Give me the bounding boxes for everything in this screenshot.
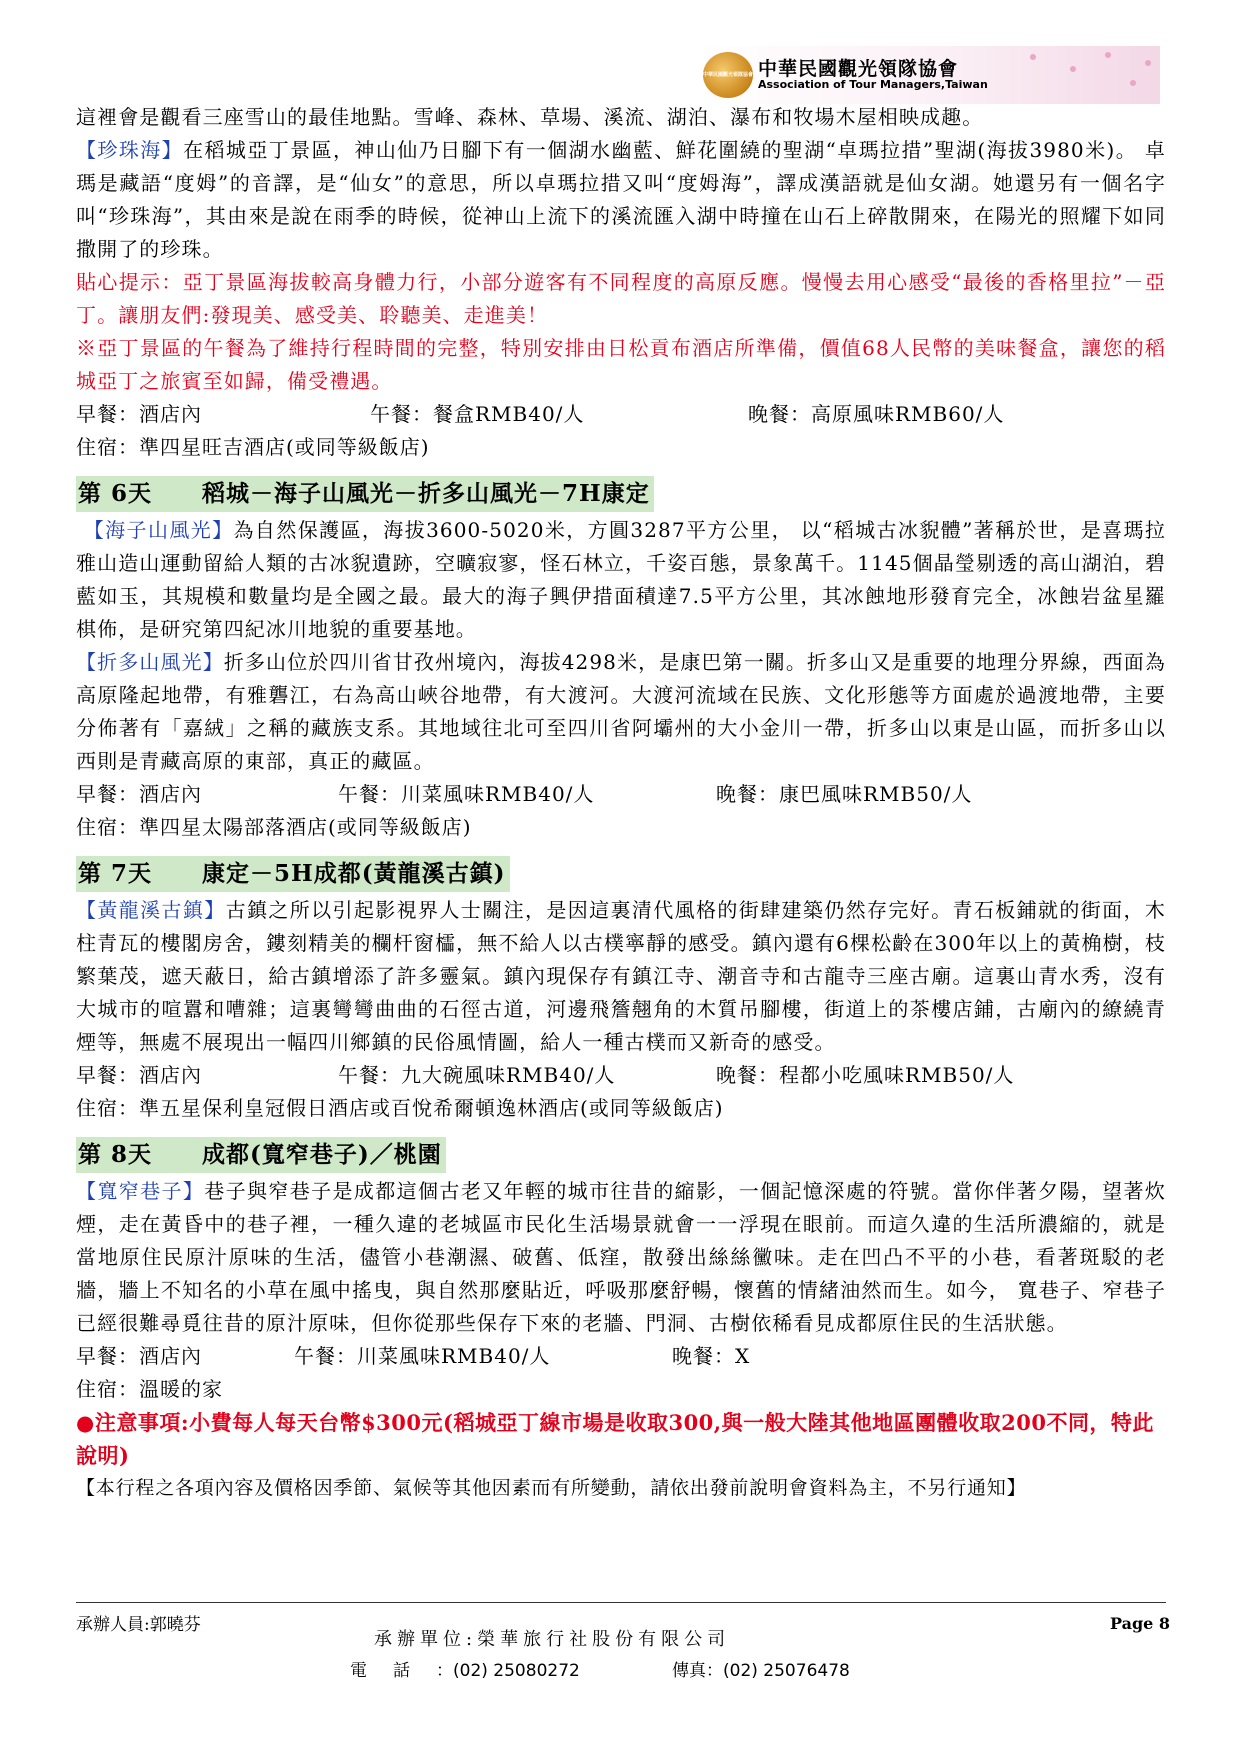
meals-row [76, 1059, 1166, 1092]
kuanzhai-tag: 【寬窄巷子】 [76, 1179, 205, 1203]
day-number: 第 7天 [78, 860, 153, 887]
day-title: 成都(寬窄巷子)／桃園 [202, 1141, 442, 1168]
accommodation: 住宿：溫暖的家 [76, 1377, 223, 1401]
association-logo [700, 46, 1160, 104]
breakfast: 早餐：酒店內 [76, 1344, 202, 1368]
breakfast: 早餐：酒店內 [76, 402, 202, 426]
lunch: 午餐：餐盒RMB40/人 [370, 402, 585, 426]
blossom-icon [1030, 54, 1036, 60]
accommodation: 住宿：準四星旺吉酒店(或同等級飯店) [76, 435, 430, 459]
day-header [76, 1137, 446, 1173]
footer-staff: 承辦人員:郭曉芬 [76, 1615, 201, 1635]
lunch-note: ※亞丁景區的午餐為了維持行程時間的完整，特別安排由日松貢布酒店所準備，價值68人民幣的美味餐盒，讓您的稻城亞丁之旅賓至如歸，備受禮遇。 [76, 336, 1166, 393]
itinerary-content [76, 101, 1166, 1505]
breakfast: 早餐：酒店內 [76, 782, 202, 806]
footer-phone-number: ：(02) 25080272 [436, 1661, 580, 1681]
accommodation: 住宿：準五星保利皇冠假日酒店或百悅希爾頓逸林酒店(或同等級飯店) [76, 1096, 724, 1120]
blossom-icon [1070, 66, 1076, 72]
haizi-text: 為自然保護區，海拔3600-5020米，方圓3287平方公里， 以“稻城古冰貎體”著稱於世，是喜瑪拉雅山造山運動留給人類的古冰貎遺跡，空曠寂寥，怪石林立，千姿百態，景象萬千。1145個晶瑩剔透的高山湖泊，碧藍如玉，其規模和數量均是全國之最。最大的海子興伊措面積達7.5平方公里，其冰蝕地形發育完全，冰蝕岩盆星羅棋佈，是研究第四紀冰川地貌的重要基地。 [76, 518, 1166, 641]
dinner: 晚餐：高原風味RMB60/人 [748, 402, 1005, 426]
dinner: 晚餐：康巴風味RMB50/人 [716, 782, 973, 806]
emblem-text: 中華民國觀光領隊協會 [703, 72, 754, 78]
blossom-icon [1105, 52, 1111, 58]
zheduo-tag: 【折多山風光】 [76, 650, 224, 674]
breakfast: 早餐：酒店內 [76, 1063, 202, 1087]
lunch: 午餐：川菜風味RMB40/人 [294, 1344, 551, 1368]
huanglongxi-text: 古鎮之所以引起影視界人士關注，是因這裏清代風格的街肆建築仍然存完好。青石板鋪就的街面，木柱青瓦的樓閣房舍，鏤刻精美的欄杆窗櫺，無不給人以古樸寧靜的感受。鎮內還有6棵松齡在300年以上的黃桷樹，枝繁葉茂，遮天蔽日，給古鎮增添了許多靈氣。鎮內現保存有鎮江寺、潮音寺和古龍寺三座古廟。這裏山青水秀，沒有大城市的喧囂和嘈雜；這裏彎彎曲曲的石徑古道，河邊飛簷翹角的木質吊腳樓，街道上的茶樓店鋪，古廟內的繚繞青煙等，無處不展現出一幅四川鄉鎮的民俗風情圖，給人一種古樸而又新奇的感受。 [76, 898, 1167, 1054]
haizi-paragraph [76, 514, 1166, 646]
lunch: 午餐：川菜風味RMB40/人 [338, 782, 595, 806]
meals-row [76, 1340, 1166, 1373]
footer-phone [350, 1656, 580, 1681]
dinner: 晚餐：X [672, 1344, 751, 1368]
day-number: 第 6天 [78, 480, 153, 507]
huanglongxi-paragraph [76, 894, 1166, 1059]
pearl-sea-tag: 【珍珠海】 [76, 138, 184, 162]
footer-divider [76, 1602, 1166, 1603]
tipping-notice: ●注意事項:小費每人每天台幣$300元(稻城亞丁線市場是收取300,與一般大陸其他地區團體收取200不同，特此說明) [76, 1410, 1154, 1468]
zheduo-text: 折多山位於四川省甘孜州境內，海拔4298米，是康巴第一關。折多山又是重要的地理分界線，西面為高原隆起地帶，有雅礱江，右為高山峽谷地帶，有大渡河。大渡河流域在民族、文化形態等方面處於過渡地帶，主要分佈著有「嘉絨」之稱的藏族支系。其地域往北可至四川省阿壩州的大小金川一帶，折多山以東是山區，而折多山以西則是青藏高原的東部，真正的藏區。 [76, 650, 1167, 773]
dinner: 晚餐：程都小吃風味RMB50/人 [716, 1063, 1015, 1087]
pearl-sea-paragraph [76, 134, 1166, 266]
pearl-sea-text: 在稻城亞丁景區，神山仙乃日腳下有一個湖水幽藍、鮮花圍繞的聖湖“卓瑪拉措”聖湖(海拔3980米)。 卓瑪是藏語“度姆”的音譯，是“仙女”的意思，所以卓瑪拉措又叫“度姆海”，譯成漢語就是仙女湖。她還另有一個名字叫“珍珠海”，其由來是說在雨季的時候，從神山上流下的溪流匯入湖中時撞在山石上碎散開來，在陽光的照耀下如同撒開了的珍珠。 [76, 138, 1167, 261]
meals-row [76, 778, 1166, 811]
day-title: 稻城－海子山風光－折多山風光－7H康定 [202, 480, 650, 507]
org-name-en: Association of Tour Managers,Taiwan [758, 78, 988, 91]
day-title: 康定－5H成都(黃龍溪古鎮) [202, 860, 506, 887]
meals-row [76, 398, 1166, 431]
page-number: Page 8 [1110, 1614, 1171, 1633]
blossom-icon [1130, 80, 1136, 86]
intro-line: 這裡會是觀看三座雪山的最佳地點。雪峰、森林、草場、溪流、湖泊、瀑布和牧場木屋相映成趣。 [76, 105, 984, 129]
zheduo-paragraph [76, 646, 1166, 778]
travel-tip: 貼心提示：亞丁景區海拔較高身體力行，小部分遊客有不同程度的高原反應。慢慢去用心感受“最後的香格里拉”－亞丁。讓朋友們:發現美、感受美、聆聽美、走進美！ [76, 270, 1166, 327]
lunch: 午餐：九大碗風味RMB40/人 [338, 1063, 616, 1087]
footer-fax: 傳真：(02) 25076478 [672, 1661, 850, 1681]
footer-phone-label: 電話 [350, 1661, 436, 1681]
day-header [76, 856, 510, 892]
closing-disclaimer: 【本行程之各項內容及價格因季節、氣候等其他因素而有所變動，請依出發前說明會資料為主，不另行通知】 [76, 1477, 1027, 1499]
footer-company: 承辦單位:榮華旅行社股份有限公司 [374, 1629, 731, 1650]
huanglongxi-tag: 【黃龍溪古鎮】 [76, 898, 226, 922]
kuanzhai-text: 巷子與窄巷子是成都這個古老又年輕的城市往昔的縮影，一個記憶深處的符號。當你伴著夕陽，望著炊煙，走在黃昏中的巷子裡，一種久違的老城區市民化生活場景就會一一浮現在眼前。而這久違的生活所濃縮的，就是當地原住民原汁原味的生活，儘管小巷潮濕、破舊、低窪，散發出絲絲黴味。走在凹凸不平的小巷，看著斑駁的老牆，牆上不知名的小草在風中搖曳，與自然那麼貼近，呼吸那麼舒暢，懷舊的情緒油然而生。如今， 寬巷子、窄巷子已經很難尋覓往昔的原汁原味，但你從那些保存下來的老牆、門洞、古樹依稀看見成都原住民的生活狀態。 [76, 1179, 1167, 1335]
blossom-icon [1145, 60, 1151, 66]
org-name: 中華民國觀光領隊協會 [758, 58, 959, 80]
day-header [76, 476, 654, 512]
association-emblem-icon [703, 52, 753, 98]
accommodation: 住宿：準四星太陽部落酒店(或同等級飯店) [76, 815, 472, 839]
haizi-tag: 【海子山風光】 [83, 518, 234, 542]
day-number: 第 8天 [78, 1141, 153, 1168]
kuanzhai-paragraph [76, 1175, 1166, 1340]
